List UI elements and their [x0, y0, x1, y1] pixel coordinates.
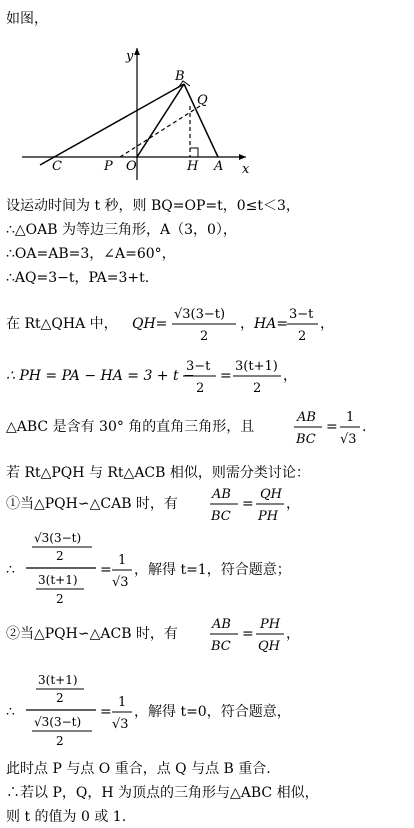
abc-rn: 1 [346, 410, 355, 425]
abc-rd: √3 [340, 432, 357, 447]
qh-denominator: 2 [200, 329, 209, 344]
y-axis-label: y [126, 49, 134, 64]
qh-numerator: √3(3−t) [174, 307, 226, 322]
line-2: ∴△OAB 为等边三角形，A（3，0）， [6, 222, 237, 238]
case2-eq2: = [100, 704, 112, 720]
case2-n1: AB [212, 617, 231, 632]
label-q: Q [197, 93, 208, 108]
case1-eq [0, 528, 414, 610]
line-1: 设运动时间为 t 秒，则 BQ=OP=t，0≤t＜3， [6, 198, 300, 214]
case2-big-n-d: 2 [56, 691, 64, 705]
case1-n2: QH [260, 487, 282, 502]
line-4: ∴AQ=3−t，PA=3+t. [6, 270, 150, 286]
line-cb [40, 84, 184, 165]
case1-eq: = [242, 496, 254, 512]
case2-big-d: √3(3−t) [34, 715, 82, 729]
rt-prefix: 在 Rt△QHA 中， [6, 316, 118, 332]
case1-big-n-d: 2 [56, 549, 64, 563]
case2-text: ②当△PQH∽△ACB 时，有 [6, 626, 178, 642]
case2-result: ，解得 t=0，符合题意， [134, 704, 291, 720]
ha-numerator: 3−t [289, 307, 314, 322]
label-o: O [126, 159, 137, 174]
case2-eq: = [242, 626, 254, 642]
case1-n1: AB [212, 487, 231, 502]
case2-head [0, 612, 414, 658]
ph-prefix: ∴ PH = PA − HA = 3 + t − [6, 368, 195, 384]
ha-label: HA= [254, 316, 289, 332]
closing-3: 则 t 的值为 0 或 1. [6, 809, 127, 825]
line-3: ∴OA=AB=3，∠A=60°， [6, 246, 176, 262]
x-axis-arrow [239, 154, 246, 160]
ph-denominator-1: 2 [196, 381, 205, 396]
label-a: A [214, 159, 224, 174]
case1-d1: BC [211, 509, 231, 524]
case1-therefore: ∴ [6, 562, 15, 578]
case1-big-d: 3(t+1) [38, 573, 78, 587]
right-angle-h [190, 148, 198, 157]
case2-rn: 1 [118, 695, 127, 710]
case1-text: ①当△PQH∽△CAB 时，有 [6, 496, 178, 512]
abc-line [0, 403, 414, 453]
case1-result: ，解得 t=1，符合题意； [134, 562, 291, 578]
case2-d1: BC [211, 639, 231, 654]
ha-denominator: 2 [298, 329, 307, 344]
intro-text: 如图， [6, 11, 48, 27]
case2-therefore: ∴ [6, 704, 15, 720]
label-b: B [175, 69, 185, 84]
ph-line [0, 352, 414, 402]
label-c: C [52, 159, 62, 174]
case2-rd: √3 [112, 717, 129, 732]
case1-head [0, 482, 414, 528]
y-axis-arrow [134, 48, 140, 55]
abc-equals: = [326, 419, 338, 435]
label-h: H [187, 159, 199, 174]
x-axis-label: x [242, 162, 250, 177]
ph-numerator-1: 3−t [186, 359, 211, 374]
ph-numerator-2: 3(t+1) [235, 359, 278, 374]
closing-1: 此时点 P 与点 O 重合，点 Q 与点 B 重合. [6, 761, 271, 777]
ph-end: ， [283, 368, 297, 384]
case1-eq2: = [100, 562, 112, 578]
case1-rd: √3 [112, 575, 129, 590]
label-p: P [104, 159, 113, 174]
case2-end: ， [286, 626, 300, 642]
case2-d2: QH [258, 639, 280, 654]
line-ob [137, 84, 184, 157]
abc-text: △ABC 是含有 30° 角的直角三角形，且 [6, 419, 255, 435]
ph-denominator-2: 2 [253, 381, 262, 396]
case2-big-n: 3(t+1) [38, 673, 78, 687]
rt-end: ， [320, 316, 334, 332]
geometry-figure [0, 0, 414, 180]
similar-line: 若 Rt△PQH 与 Rt△ACB 相似，则需分类讨论： [6, 465, 310, 481]
case1-end: ， [286, 496, 300, 512]
case1-d2: PH [258, 509, 279, 524]
case1-big-d-d: 2 [56, 592, 64, 606]
case2-eq [0, 670, 414, 752]
closing-2: ∴若以 P，Q，H 为顶点的三角形与△ABC 相似， [6, 785, 319, 801]
rt-qha-line [0, 300, 414, 350]
abc-end: . [362, 419, 367, 435]
case1-rn: 1 [118, 553, 127, 568]
ph-equals: = [220, 368, 232, 384]
abc-denominator: BC [296, 432, 316, 447]
qh-label: QH= [132, 316, 168, 332]
case2-big-d-d: 2 [56, 734, 64, 748]
case2-n2: PH [260, 617, 281, 632]
rt-sep: ， [240, 316, 254, 332]
case1-big-n: √3(3−t) [34, 531, 82, 545]
abc-numerator: AB [297, 410, 316, 425]
